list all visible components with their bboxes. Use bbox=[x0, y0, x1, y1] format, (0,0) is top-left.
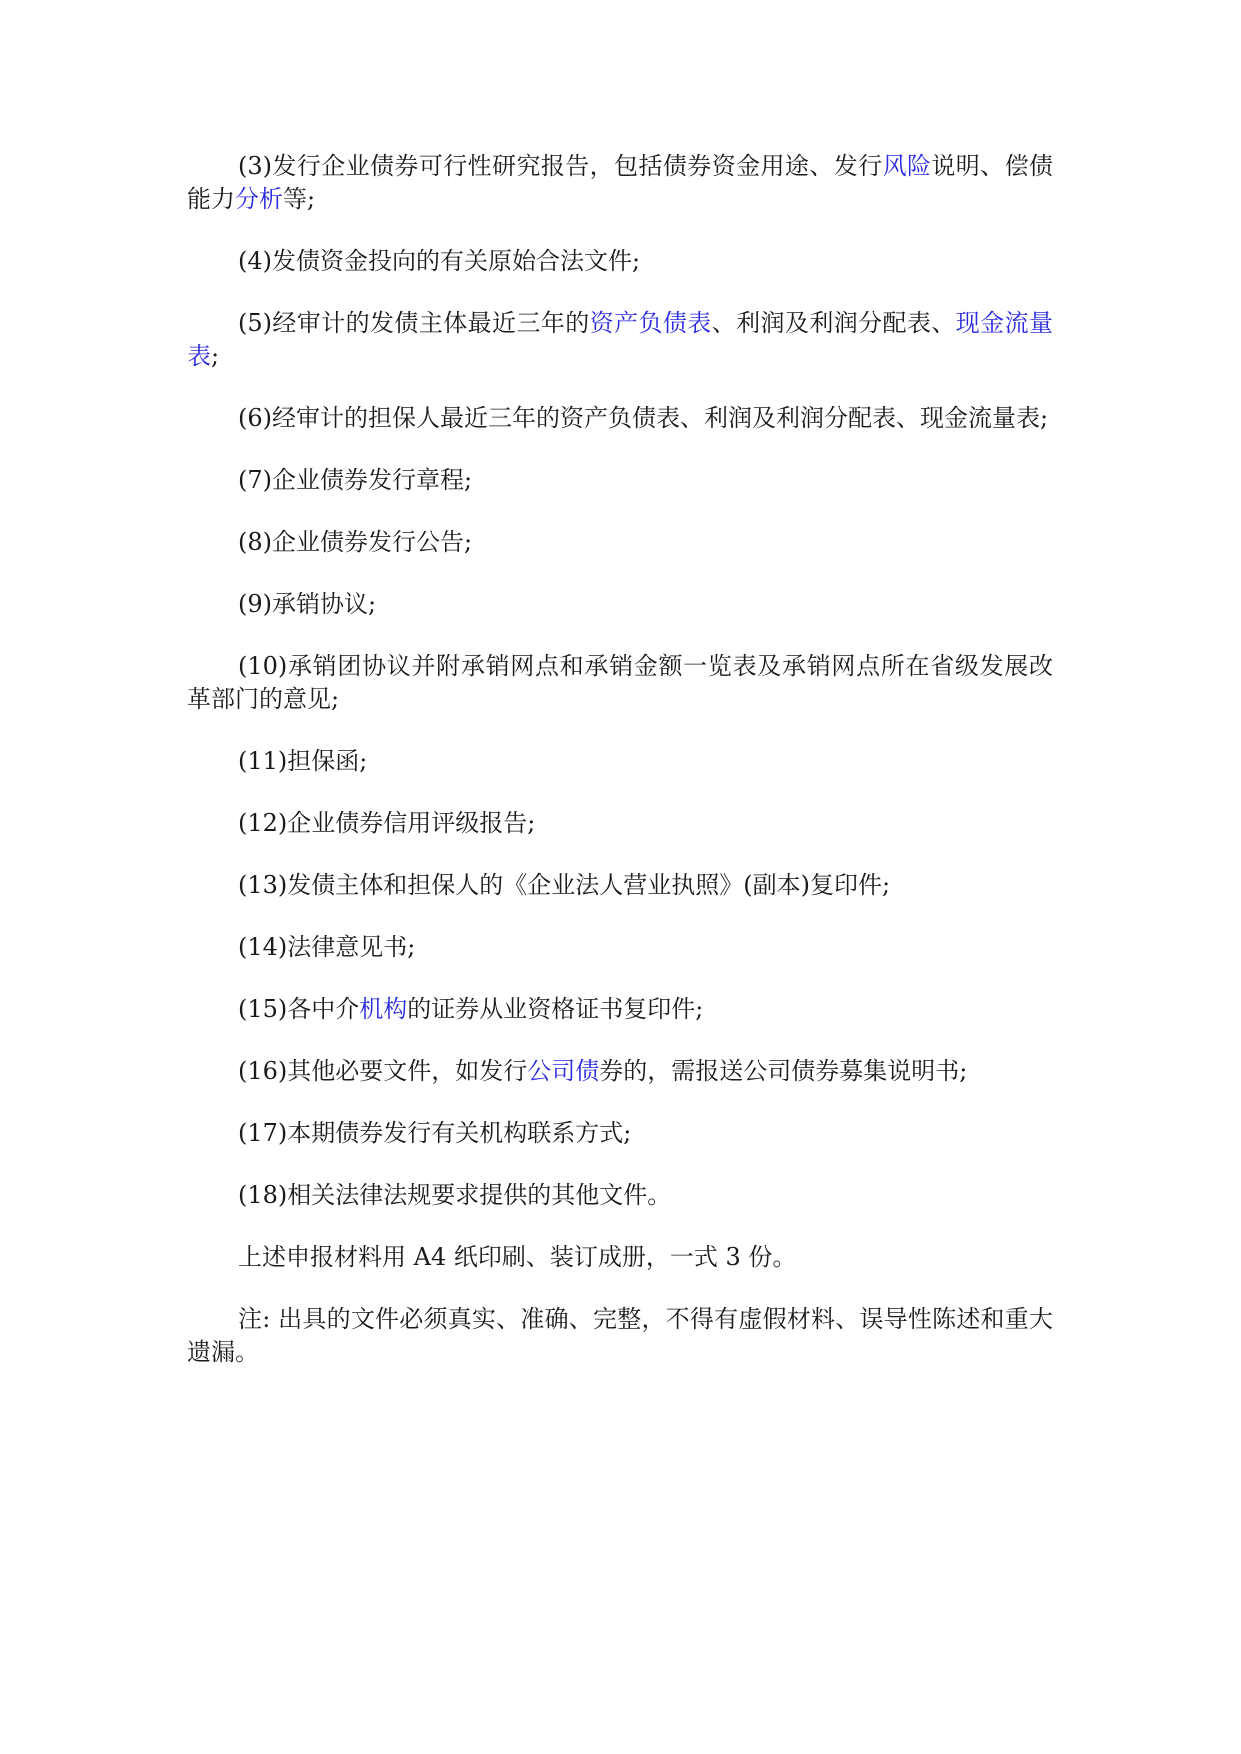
paragraph-text: (9)承销协议; bbox=[238, 590, 377, 618]
paragraph-text: 等; bbox=[283, 185, 316, 213]
paragraph-text: (5)经审计的发债主体最近三年的 bbox=[238, 309, 590, 337]
list-item bbox=[187, 1179, 1053, 1212]
paragraph-text: (8)企业债券发行公告; bbox=[238, 528, 473, 556]
paragraph-text: (10)承销团协议并附承销网点和承销金额一览表及承销网点所在省级发展改革部门的意见; bbox=[187, 652, 1053, 713]
paragraph-text: 上述申报材料用 A4 纸印刷、装订成册，一式 3 份。 bbox=[238, 1243, 797, 1271]
list-item bbox=[187, 307, 1053, 373]
inline-link[interactable]: 资产负债表 bbox=[589, 309, 712, 337]
list-item bbox=[187, 588, 1053, 621]
list-item bbox=[187, 245, 1053, 278]
paragraph-text: (16)其他必要文件，如发行 bbox=[238, 1057, 528, 1085]
paragraph-text: (15)各中介 bbox=[238, 995, 360, 1023]
list-item bbox=[187, 745, 1053, 778]
list-item bbox=[187, 1055, 1053, 1088]
list-item bbox=[187, 650, 1053, 716]
paragraph-text: (17)本期债券发行有关机构联系方式; bbox=[238, 1119, 632, 1147]
paragraph-text: (6)经审计的担保人最近三年的资产负债表、利润及利润分配表、现金流量表; bbox=[238, 404, 1049, 432]
list-item bbox=[187, 1241, 1053, 1274]
list-item bbox=[187, 1117, 1053, 1150]
inline-link[interactable]: 风险 bbox=[882, 152, 932, 180]
paragraph-text: (7)企业债券发行章程; bbox=[238, 466, 473, 494]
paragraph-text: 的证券从业资格证书复印件; bbox=[407, 995, 704, 1023]
list-item bbox=[187, 993, 1053, 1026]
list-item bbox=[187, 464, 1053, 497]
paragraph-text: (4)发债资金投向的有关原始合法文件; bbox=[238, 247, 641, 275]
list-item bbox=[187, 526, 1053, 559]
paragraph-text: (11)担保函; bbox=[238, 747, 368, 775]
list-item bbox=[187, 869, 1053, 902]
document-body bbox=[187, 150, 1053, 1398]
list-item bbox=[187, 807, 1053, 840]
paragraph-text: 注: 出具的文件必须真实、准确、完整，不得有虚假材料、误导性陈述和重大遗漏。 bbox=[187, 1305, 1053, 1366]
inline-link[interactable]: 现金流量表 bbox=[187, 309, 1053, 370]
paragraph-text: (18)相关法律法规要求提供的其他文件。 bbox=[238, 1181, 672, 1209]
paragraph-text: (3)发行企业债券可行性研究报告，包括债券资金用途、发行 bbox=[238, 152, 883, 180]
paragraph-text: 、利润及利润分配表、 bbox=[711, 309, 956, 337]
list-item bbox=[187, 931, 1053, 964]
paragraph-text: (13)发债主体和担保人的《企业法人营业执照》(副本)复印件; bbox=[238, 871, 891, 899]
inline-link[interactable]: 机构 bbox=[359, 995, 408, 1023]
inline-link[interactable]: 分析 bbox=[235, 185, 283, 213]
paragraph-text: (14)法律意见书; bbox=[238, 933, 416, 961]
inline-link[interactable]: 公司债 bbox=[527, 1057, 600, 1085]
list-item bbox=[187, 1303, 1053, 1369]
paragraph-text: 券的，需报送公司债券募集说明书; bbox=[599, 1057, 968, 1085]
paragraph-text: (12)企业债券信用评级报告; bbox=[238, 809, 536, 837]
list-item bbox=[187, 402, 1053, 435]
paragraph-text: ; bbox=[211, 342, 220, 370]
paragraph-text: 说明、偿债能力 bbox=[187, 152, 1053, 213]
list-item bbox=[187, 150, 1053, 216]
